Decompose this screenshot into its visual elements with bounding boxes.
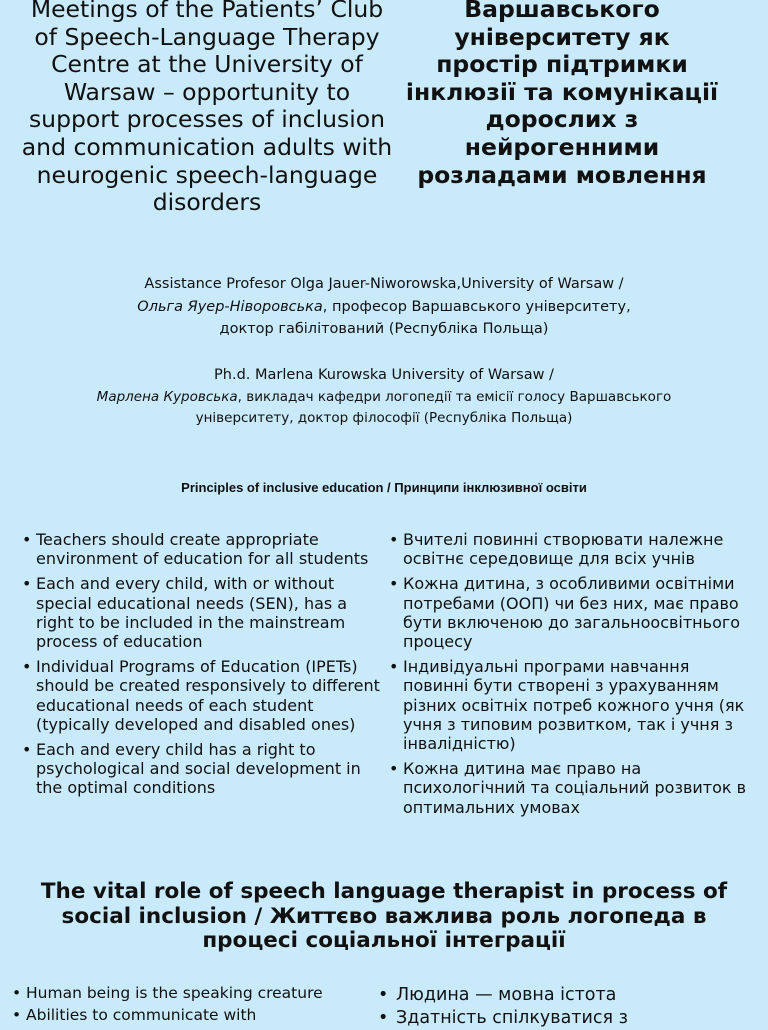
list-item: • Людина — мовна істота (376, 984, 756, 1007)
title-ukrainian: Варшавського університету як простір підтримки інклюзії та комунікації дорослих з нейрогенними розладами мовлення (405, 0, 719, 189)
list-item: • Each and every child has a right to psychological and social development in the optimal conditions (20, 740, 382, 798)
author-1-line-1: Assistance Profesor Olga Jauer-Niworowska,University of Warsaw / (144, 276, 624, 292)
list-item: • Teachers should create appropriate environment of education for all students (20, 530, 382, 568)
principles-list-en (20, 530, 382, 804)
author-1-affiliation: , професор Варшавського університету, (322, 298, 631, 315)
list-item: • Кожна дитина має право на психологічний та соціальний розвиток в оптимальних умовах (387, 759, 757, 817)
author-1-line-3: доктор габілітований (Республіка Польща) (219, 321, 549, 337)
bottom-list-en (10, 982, 370, 1026)
author-1-name-ua: Ольга Яуер-Ніворовська (137, 298, 323, 315)
bottom-list-ua (376, 984, 756, 1030)
author-2-line-2 (0, 387, 768, 408)
title-english: Meetings of the Patients’ Club of Speech-Language Therapy Centre at the University of Warsaw – opportunity to support processes of inclusion and communication adults with neurogenic speech-language disorders (21, 0, 393, 217)
list-item: • Кожна дитина, з особливими освітніми потребами (ООП) чи без них, має право бути включеною до загальноосвітнього процесу (387, 574, 757, 651)
author-2-line-3: університету, доктор філософії (Республіка Польща) (195, 409, 573, 426)
principles-list-ua (387, 530, 757, 823)
list-item: • Індивідуальні програми навчання повинні бути створені з урахуванням різних освітніх потреб кожного учня (як учня з типовим розвитком, так і учня з інвалідністю) (387, 657, 757, 753)
author-2-name-ua: Марлена Куровська (96, 388, 238, 405)
list-item: • Вчителі повинні створювати належне освітнє середовище для всіх учнів (387, 530, 757, 568)
author-2-affiliation: , викладач кафедри логопедії та емісії голосу Варшавського (237, 388, 672, 405)
list-item: • Abilities to communicate with (10, 1004, 370, 1026)
list-item: • Each and every child, with or without special educational needs (SEN), has a right to be included in the mainstream process of education (20, 574, 382, 651)
author-2-block (0, 364, 768, 429)
principles-heading: Principles of inclusive education / Принципи інклюзивної освіти (181, 480, 587, 495)
author-1-block (0, 273, 768, 341)
list-item: • Здатність спілкуватися з (376, 1007, 756, 1030)
vital-role-heading: The vital role of speech language therapist in process of social inclusion / Життєво важлива роль логопеда в процесі соціальної інтеграції (40, 879, 728, 953)
author-2-line-1: Ph.d. Marlena Kurowska University of Warsaw / (214, 367, 554, 383)
list-item: • Human being is the speaking creature (10, 982, 370, 1004)
author-1-line-2 (0, 296, 768, 319)
list-item: • Individual Programs of Education (IPETs) should be created responsively to different educational needs of each student (typically developed and disabled ones) (20, 657, 382, 734)
